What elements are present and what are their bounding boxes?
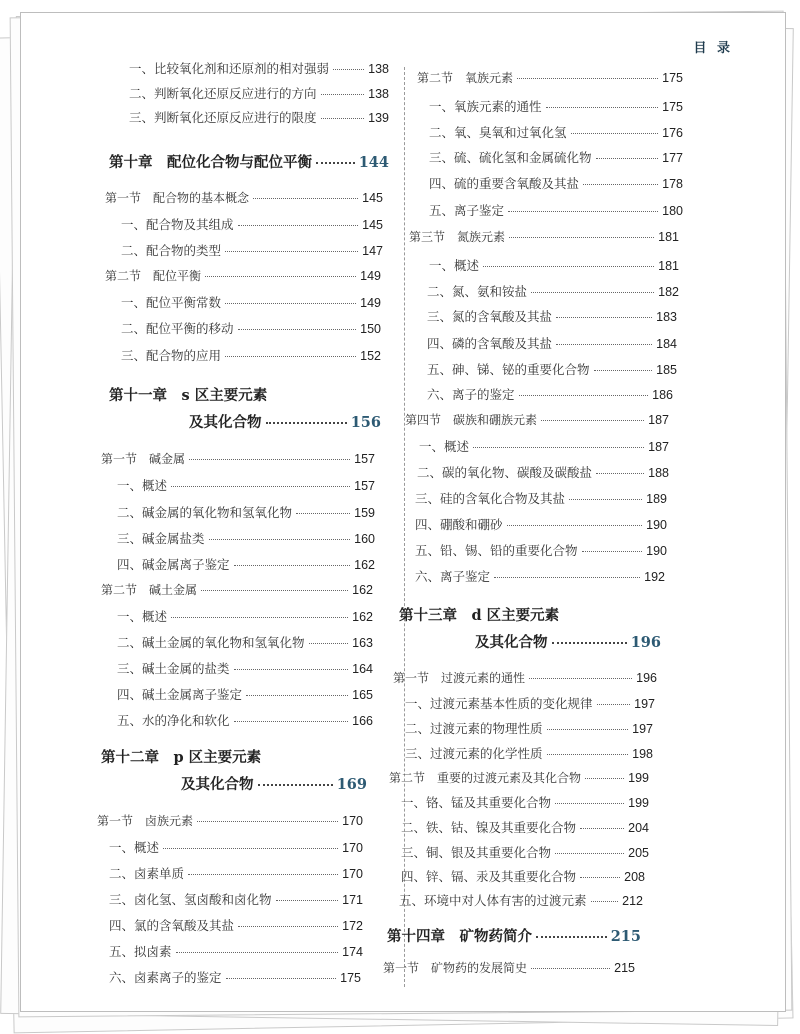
toc-entry-label: 及其化合物 [189,414,262,431]
toc-entry-label: 一、概述 [117,609,168,624]
toc-entry-label: 三、过渡元素的化学性质 [405,746,543,761]
toc-section-row[interactable] [101,450,375,467]
dot-leader [238,329,357,330]
toc-entry-label: 一、概述 [117,478,168,493]
toc-page-number: 145 [362,218,383,232]
toc-item-row[interactable] [427,282,679,300]
dot-leader [201,590,348,591]
dot-leader [225,356,356,357]
toc-entry-label: 四、氯的含氧酸及其盐 [109,918,235,933]
toc-entry-label: 二、碱金属的氧化物和氢氧化物 [117,505,293,520]
dot-leader [234,721,349,722]
toc-page-number: 164 [352,662,373,676]
toc-section-row[interactable] [97,812,363,829]
dot-leader [597,704,631,705]
dot-leader [225,251,358,252]
toc-page-number: 192 [644,570,665,584]
toc-page-number: 183 [656,310,677,324]
dot-leader [541,420,644,421]
dot-leader [507,525,643,526]
dot-leader [316,162,355,164]
toc-page-number: 180 [662,204,683,218]
toc-item-row[interactable] [429,201,683,219]
toc-entry-label: 第二节 配位平衡 [105,269,202,283]
toc-item-row[interactable] [117,503,375,521]
toc-entry-label: 五、砷、锑、铋的重要化合物 [427,362,590,377]
toc-entry-label: 四、硼酸和硼砂 [415,517,503,532]
toc-page-number: 215 [614,961,635,975]
dot-leader [596,158,659,159]
toc-page-number: 175 [662,71,683,85]
toc-entry-label: 二、碱土金属的氧化物和氢氧化物 [117,635,305,650]
toc-page-number: 196 [636,671,657,685]
toc-item-row[interactable] [415,567,665,585]
toc-page-number: 190 [646,518,667,532]
toc-chapter-row[interactable] [181,773,367,794]
toc-page-number: 176 [662,126,683,140]
toc-entry-label: 五、离子鉴定 [429,203,505,218]
toc-item-row[interactable] [415,515,667,533]
toc-section-row[interactable] [393,669,657,686]
toc-page-number: 139 [368,111,389,125]
toc-entry-label: 二、卤素单质 [109,866,185,881]
toc-entry-label: 及其化合物 [181,776,254,793]
toc-item-row[interactable] [419,437,669,455]
toc-entry-label: 六、卤素离子的鉴定 [109,970,222,985]
toc-entry-label: 三、硅的含氧化合物及其盐 [415,491,566,506]
dot-leader [547,729,629,730]
dot-leader [552,642,627,644]
toc-page-number: 204 [628,821,649,835]
dot-leader [531,292,654,293]
toc-item-row[interactable] [429,148,683,166]
toc-page-number: 187 [648,440,669,454]
dot-leader [555,803,624,804]
dot-leader [509,237,654,238]
toc-entry-label: 四、碱土金属离子鉴定 [117,687,243,702]
toc-entry-label: 第一节 卤族元素 [97,814,194,828]
toc-page-number: 175 [340,971,361,985]
toc-section-row[interactable] [105,267,381,284]
dot-leader [205,276,356,277]
dot-leader [258,784,333,786]
dot-leader [483,266,654,267]
toc-page-number: 205 [628,846,649,860]
toc-item-row[interactable] [109,864,363,882]
toc-section-row[interactable] [389,769,649,786]
toc-page-number: 190 [646,544,667,558]
dot-leader [508,211,658,212]
dot-leader [197,821,338,822]
toc-page-number: 199 [628,796,649,810]
toc-item-row[interactable] [109,942,363,960]
toc-page-number: 197 [634,697,655,711]
toc-entry-label: 第十章 配位化合物与配位平衡 [109,154,312,171]
toc-entry-label: 一、概述 [429,258,480,273]
toc-entry-label: 五、环境中对人体有害的过渡元素 [399,893,587,908]
toc-item-row[interactable] [429,174,683,192]
toc-entry-label: 二、氧、臭氧和过氧化氢 [429,125,567,140]
toc-item-row[interactable] [121,319,381,337]
toc-entry-label: 三、卤化氢、氢卤酸和卤化物 [109,892,272,907]
toc-page-number: 188 [648,466,669,480]
dot-leader [266,422,347,424]
dot-leader [209,539,351,540]
toc-entry-label: 第一节 矿物药的发展简史 [383,961,528,975]
toc-entry-label: 六、离子的鉴定 [427,387,515,402]
dot-leader [189,459,350,460]
toc-entry-label: 一、比较氧化剂和还原剂的相对强弱 [129,61,330,76]
toc-page-number: 186 [652,388,673,402]
toc-item-row[interactable] [427,307,677,325]
dot-leader [234,565,351,566]
toc-page-number: 149 [360,296,381,310]
dot-leader [531,968,610,969]
dot-leader [529,678,632,679]
toc-item-row[interactable] [129,108,389,126]
toc-page-number: 144 [358,154,389,171]
toc-page-number: 147 [362,244,383,258]
toc-page-number: 208 [624,870,645,884]
toc-item-row[interactable] [121,241,383,259]
toc-entry-label: 一、配位平衡常数 [121,295,222,310]
toc-entry-label: 第三节 氮族元素 [409,230,506,244]
toc-page-number: 196 [630,634,661,651]
dot-leader [547,754,629,755]
dot-leader [569,499,642,500]
toc-item-row[interactable] [427,385,673,403]
toc-item-row[interactable] [117,659,373,677]
dot-leader [536,936,607,938]
dot-leader [234,669,349,670]
toc-page-number: 162 [352,583,373,597]
toc-page-number: 169 [336,776,367,793]
toc-entry-label: 三、铜、银及其重要化合物 [401,845,552,860]
toc-item-row[interactable] [401,867,645,885]
toc-entry-label: 第一节 配合物的基本概念 [105,191,250,205]
toc-item-row[interactable] [405,694,655,712]
toc-page-number: 172 [342,919,363,933]
toc-entry-label: 三、碱金属盐类 [117,531,205,546]
toc-entry-label: 五、水的净化和软化 [117,713,230,728]
dot-leader [176,952,339,953]
toc-page-number: 160 [354,532,375,546]
dot-leader [333,69,364,70]
toc-chapter-row[interactable] [189,411,381,432]
dot-leader [591,901,619,902]
toc-entry-label: 第二节 氧族元素 [417,71,514,85]
toc-page-number: 185 [656,363,677,377]
toc-entry-label: 二、铁、钴、镍及其重要化合物 [401,820,577,835]
toc-entry-label: 三、判断氧化还原反应进行的限度 [129,110,317,125]
toc-entry-label: 三、碱土金属的盐类 [117,661,230,676]
toc-page-number: 159 [354,506,375,520]
toc-entry-label: 四、锌、镉、汞及其重要化合物 [401,869,577,884]
toc-page-number: 197 [632,722,653,736]
toc-page-number: 181 [658,259,679,273]
toc-page-number: 157 [354,479,375,493]
dot-leader [583,184,658,185]
dot-leader [276,900,339,901]
toc-page-number: 138 [368,87,389,101]
dot-leader [580,877,620,878]
toc-item-row[interactable] [427,360,677,378]
dot-leader [556,344,652,345]
toc-page-number: 170 [342,841,363,855]
chapter-title: 第十一章 s 区主要元素 [109,387,268,404]
toc-item-row[interactable] [405,719,653,737]
toc-item-row[interactable] [427,334,677,352]
toc-item-row[interactable] [121,215,383,233]
toc-item-row[interactable] [429,256,679,274]
toc-page-number: 199 [628,771,649,785]
toc-item-row[interactable] [117,607,373,625]
toc-page-number: 198 [632,747,653,761]
dot-leader [171,486,350,487]
toc-item-row[interactable] [109,968,361,986]
toc-item-row[interactable] [429,123,683,141]
toc-entry-label: 第二节 碱土金属 [101,583,198,597]
toc-item-row[interactable] [129,59,389,77]
toc-section-row[interactable] [405,411,669,428]
toc-section-row[interactable] [409,228,679,245]
toc-page-number: 163 [352,636,373,650]
toc-page-number: 174 [342,945,363,959]
toc-entry-label: 及其化合物 [475,634,548,651]
dot-leader [571,133,659,134]
toc-entry-label: 一、过渡元素基本性质的变化规律 [405,696,593,711]
toc-entry-label: 第十四章 矿物药简介 [387,928,532,945]
toc-item-row[interactable] [109,838,363,856]
dot-leader [246,695,348,696]
toc-item-row[interactable] [417,463,669,481]
toc-entry-label: 三、配合物的应用 [121,348,222,363]
toc-page-number: 212 [622,894,643,908]
toc-section-row[interactable] [105,189,383,206]
page-header-title: 目 录 [693,41,733,56]
dot-leader [238,926,338,927]
dot-leader [519,395,649,396]
toc-item-row[interactable] [429,97,683,115]
dot-leader [309,643,349,644]
toc-item-row[interactable] [401,793,649,811]
toc-page-number: 170 [342,814,363,828]
toc-entry-label: 二、过渡元素的物理性质 [405,721,543,736]
toc-page-number: 138 [368,62,389,76]
toc-item-row[interactable] [109,916,363,934]
chapter-title: 第十三章 d 区主要元素 [399,607,560,624]
toc-page-number: 181 [658,230,679,244]
toc-page-number: 175 [662,100,683,114]
toc-entry-label: 二、判断氧化还原反应进行的方向 [129,86,317,101]
toc-item-row[interactable] [117,529,375,547]
toc-page-number: 189 [646,492,667,506]
toc-page-number: 149 [360,269,381,283]
toc-entry-label: 二、碳的氧化物、碳酸及碳酸盐 [417,465,593,480]
toc-page-number: 171 [342,893,363,907]
toc-item-row[interactable] [129,84,389,102]
toc-page-number: 177 [662,151,683,165]
toc-entry-label: 一、铬、锰及其重要化合物 [401,795,552,810]
chapter-title: 第十二章 p 区主要元素 [101,749,262,766]
dot-leader [580,828,624,829]
toc-entry-label: 三、氮的含氧酸及其盐 [427,309,553,324]
toc-page-number: 178 [662,177,683,191]
dot-leader [582,551,643,552]
toc-entry-label: 第二节 重要的过渡元素及其化合物 [389,771,582,785]
toc-page-number: 157 [354,452,375,466]
toc-entry-label: 四、磷的含氧酸及其盐 [427,336,553,351]
toc-item-row[interactable] [117,633,373,651]
dot-leader [238,225,359,226]
toc-item-row[interactable] [109,890,363,908]
toc-entry-label: 第一节 碱金属 [101,452,186,466]
dot-leader [321,94,365,95]
dot-leader [555,853,624,854]
toc-entry-label: 二、氮、氨和铵盐 [427,284,528,299]
toc-page-number: 215 [610,928,641,945]
toc-entry-label: 三、硫、硫化氢和金属硫化物 [429,150,592,165]
dot-leader [473,447,644,448]
toc-item-row[interactable] [121,346,381,364]
toc-entry-label: 一、概述 [419,439,470,454]
dot-leader [546,107,659,108]
dot-leader [163,848,338,849]
dot-leader [225,303,356,304]
toc-entry-label: 五、拟卤素 [109,944,172,959]
toc-page-number: 152 [360,349,381,363]
toc-page-number: 166 [352,714,373,728]
toc-page-number: 165 [352,688,373,702]
toc-section-row[interactable] [417,69,683,86]
dot-leader [594,370,653,371]
toc-chapter-row[interactable] [387,925,641,946]
toc-item-row[interactable] [399,891,643,909]
toc-section-row[interactable] [101,581,373,598]
toc-item-row[interactable] [117,711,373,729]
toc-entry-label: 四、硫的重要含氧酸及其盐 [429,176,580,191]
dot-leader [596,473,644,474]
dot-leader [321,118,365,119]
toc-entry-label: 一、概述 [109,840,160,855]
toc-section-row[interactable] [383,959,635,976]
toc-page [20,12,786,1012]
toc-entry-label: 第一节 过渡元素的通性 [393,671,526,685]
toc-entry-label: 二、配合物的类型 [121,243,222,258]
toc-item-row[interactable] [415,489,667,507]
toc-page-number: 145 [362,191,383,205]
dot-leader [188,874,338,875]
toc-item-row[interactable] [415,541,667,559]
toc-item-row[interactable] [117,685,373,703]
toc-chapter-row[interactable] [109,151,389,172]
toc-page-number: 182 [658,285,679,299]
toc-item-row[interactable] [401,843,649,861]
toc-entry-label: 第四节 碳族和硼族元素 [405,413,538,427]
toc-page-number: 156 [350,414,381,431]
toc-entry-label: 一、配合物及其组成 [121,217,234,232]
dot-leader [556,317,652,318]
toc-entry-label: 二、配位平衡的移动 [121,321,234,336]
toc-entry-label: 一、氧族元素的通性 [429,99,542,114]
dot-leader [296,513,350,514]
toc-page-number: 162 [352,610,373,624]
toc-item-row[interactable] [121,293,381,311]
toc-item-row[interactable] [405,744,653,762]
dot-leader [585,778,624,779]
toc-entry-label: 五、铅、锡、铅的重要化合物 [415,543,578,558]
dot-leader [517,78,658,79]
toc-page-number: 150 [360,322,381,336]
dot-leader [494,577,640,578]
toc-chapter-row[interactable] [475,631,661,652]
toc-item-row[interactable] [117,555,375,573]
toc-item-row[interactable] [117,476,375,494]
toc-entry-label: 六、离子鉴定 [415,569,491,584]
dot-leader [253,198,358,199]
toc-entry-label: 四、碱金属离子鉴定 [117,557,230,572]
dot-leader [171,617,348,618]
toc-page-number: 162 [354,558,375,572]
toc-page-number: 170 [342,867,363,881]
toc-item-row[interactable] [401,818,649,836]
dot-leader [226,978,337,979]
toc-page-number: 184 [656,337,677,351]
toc-page-number: 187 [648,413,669,427]
